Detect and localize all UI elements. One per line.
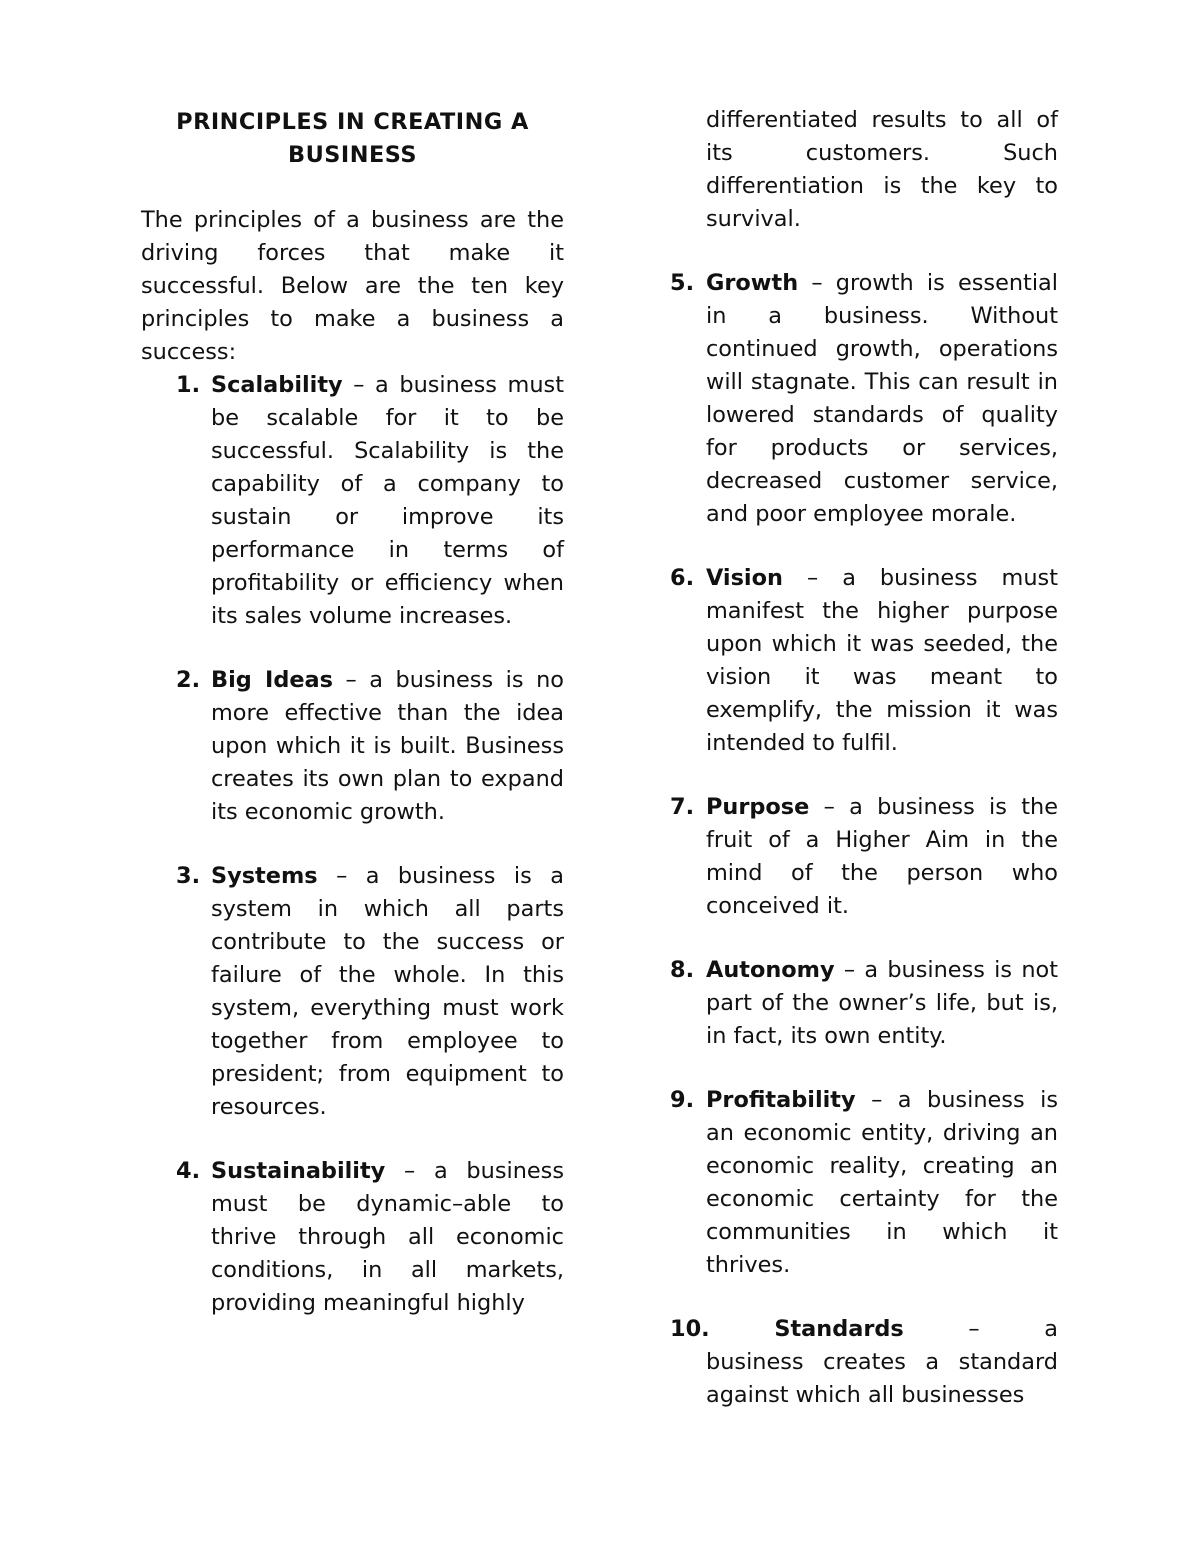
item-text: – a business is the fruit of a Higher Aim in the mind of the person who conceived it. [706, 794, 1058, 919]
title-line-2: BUSINESS [288, 142, 417, 168]
item-term: Profitability [706, 1087, 856, 1113]
principle-item-10 [670, 1313, 1058, 1412]
item-text: – a business must be dynamic–able to thrive through all economic conditions, in all markets, providing meaningful highly [211, 1158, 564, 1316]
principle-item-4 [141, 1155, 564, 1320]
item-term: Big Ideas [211, 667, 333, 693]
item-dash: – [968, 1316, 980, 1342]
item-text: – growth is essential in a business. Without continued growth, operations will stagnate. This can result in lowered standards of quality for products or services, decreased customer service, and poor employee morale. [706, 270, 1058, 527]
item-number: 2. [176, 667, 201, 693]
left-column [141, 104, 564, 1351]
item-term: Vision [706, 565, 783, 591]
right-column [670, 104, 1058, 1412]
principle-item-5 [670, 267, 1058, 531]
principle-item-3 [141, 860, 564, 1124]
item-term: Sustainability [211, 1158, 386, 1184]
item-article: a [1044, 1316, 1058, 1342]
item-term: Purpose [706, 794, 810, 820]
item-number: 5. [670, 270, 695, 296]
item-number: 6. [670, 565, 695, 591]
item-number: 9. [670, 1087, 695, 1113]
item-number: 1. [176, 372, 201, 398]
item-text: – a business is an economic entity, driving an economic reality, creating an economic certainty for the communities in which it thrives. [706, 1087, 1058, 1278]
principle-item-7 [670, 791, 1058, 923]
principle-item-9 [670, 1084, 1058, 1282]
item-term: Standards [774, 1316, 904, 1342]
principle-item-8 [670, 954, 1058, 1053]
item-term: Scalability [211, 372, 343, 398]
principle-item-6 [670, 562, 1058, 760]
item-10-heading [670, 1313, 1058, 1346]
intro-paragraph: The principles of a business are the driving forces that make it successful. Below are the ten key principles to make a business a success: [141, 207, 564, 365]
item-text: – a business must manifest the higher purpose upon which it was seeded, the vision it was meant to exemplify, the mission it was intended to fulfil. [706, 565, 1058, 756]
title-line-1: PRINCIPLES IN CREATING A [176, 109, 529, 135]
item-term: Autonomy [706, 957, 835, 983]
item-number: 7. [670, 794, 695, 820]
principle-item-4-continuation: differentiated results to all of its customers. Such differentiation is the key to survival. [706, 107, 1058, 232]
item-number: 10. [670, 1316, 710, 1342]
item-number: 4. [176, 1158, 201, 1184]
item-number: 3. [176, 863, 201, 889]
item-text: – a business is a system in which all parts contribute to the success or failure of the whole. In this system, everything must work together from employee to president; from equipment to resources. [211, 863, 564, 1120]
item-term: Growth [706, 270, 799, 296]
item-text: – a business is no more effective than the idea upon which it is built. Business creates its own plan to expand its economic growth. [211, 667, 564, 825]
item-text: – a business must be scalable for it to be successful. Scalability is the capability of a company to sustain or improve its performance in terms of profitability or efficiency when its sales volume increases. [211, 372, 564, 629]
principle-item-2 [141, 664, 564, 829]
item-number: 8. [670, 957, 695, 983]
principle-item-1 [141, 369, 564, 633]
item-text: business creates a standard against which all businesses [706, 1349, 1058, 1408]
page-title [141, 104, 564, 172]
item-text: – a business is not part of the owner’s life, but is, in fact, its own entity. [706, 957, 1058, 1049]
item-term: Systems [211, 863, 318, 889]
